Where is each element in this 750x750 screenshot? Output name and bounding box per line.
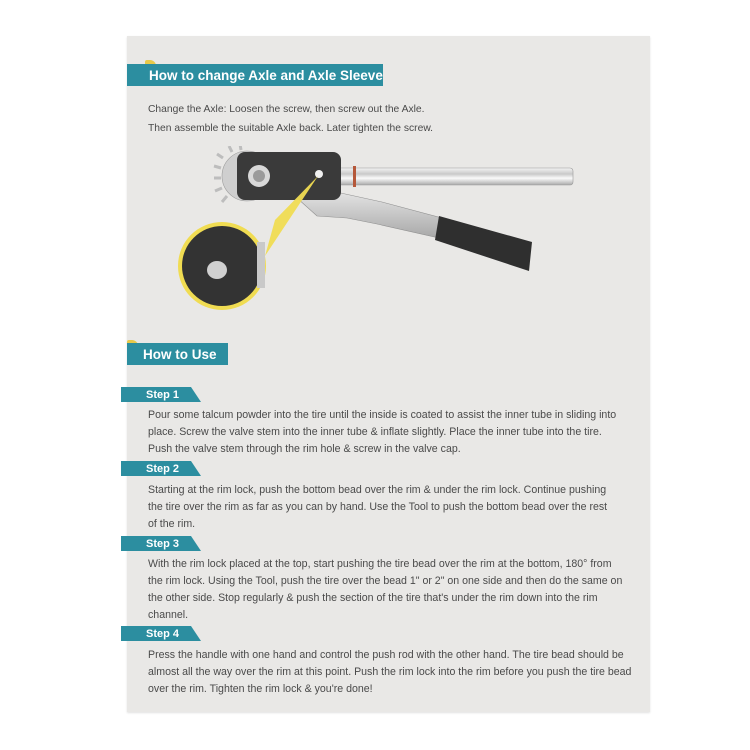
step-3-label: Step 3 [146, 537, 180, 550]
step-2-tag [121, 461, 203, 476]
step-3-text: With the rim lock placed at the top, start pushing the tire bead over the rim at the bottom, 180° from the rim lock. Using the Tool, push the tire over the bead 1" or 2" on one side and then do the same on the other side. Stop regularly & push the section of the tire that's under the rim down into the rim channel. [148, 558, 623, 621]
step-1-label: Step 1 [146, 388, 180, 401]
instruction-card [127, 36, 650, 712]
tire-tool-illustration [177, 146, 577, 316]
step-4-text: Press the handle with one hand and control the push rod with the other hand. The tire bead should be almost all the way over the rim at this point. Push the rim lock into the rim before you push the tire bead over the rim. Tighten the rim lock & you're done! [148, 649, 632, 695]
step-4-label: Step 4 [146, 627, 180, 640]
step-2-text: Starting at the rim lock, push the bottom bead over the rim & under the rim lock. Continue pushing the tire over the rim as far as you can by hand. Use the Tool to push the bottom bead over the rest of the rim. [148, 484, 608, 530]
usage-section-title: How to Use [143, 346, 217, 362]
usage-section-header [127, 343, 228, 365]
axle-instructions [148, 100, 608, 138]
step-4-tag [121, 626, 203, 641]
axle-section-header [127, 64, 383, 86]
step-1-tag [121, 387, 203, 402]
axle-instruction-line: Change the Axle: Loosen the screw, then screw out the Axle. [148, 104, 425, 115]
axle-section-title: How to change Axle and Axle Sleeve [149, 67, 383, 83]
step-2-label: Step 2 [146, 462, 180, 475]
step-1-text: Pour some talcum powder into the tire until the inside is coated to assist the inner tube in sliding into place. Screw the valve stem into the inner tube & inflate slightly. Place the inner tube into the tire. Push the valve stem through the rim hole & screw in the valve cap. [148, 409, 617, 455]
axle-instruction-line: Then assemble the suitable Axle back. Later tighten the screw. [148, 123, 434, 134]
step-3-tag [121, 536, 203, 551]
